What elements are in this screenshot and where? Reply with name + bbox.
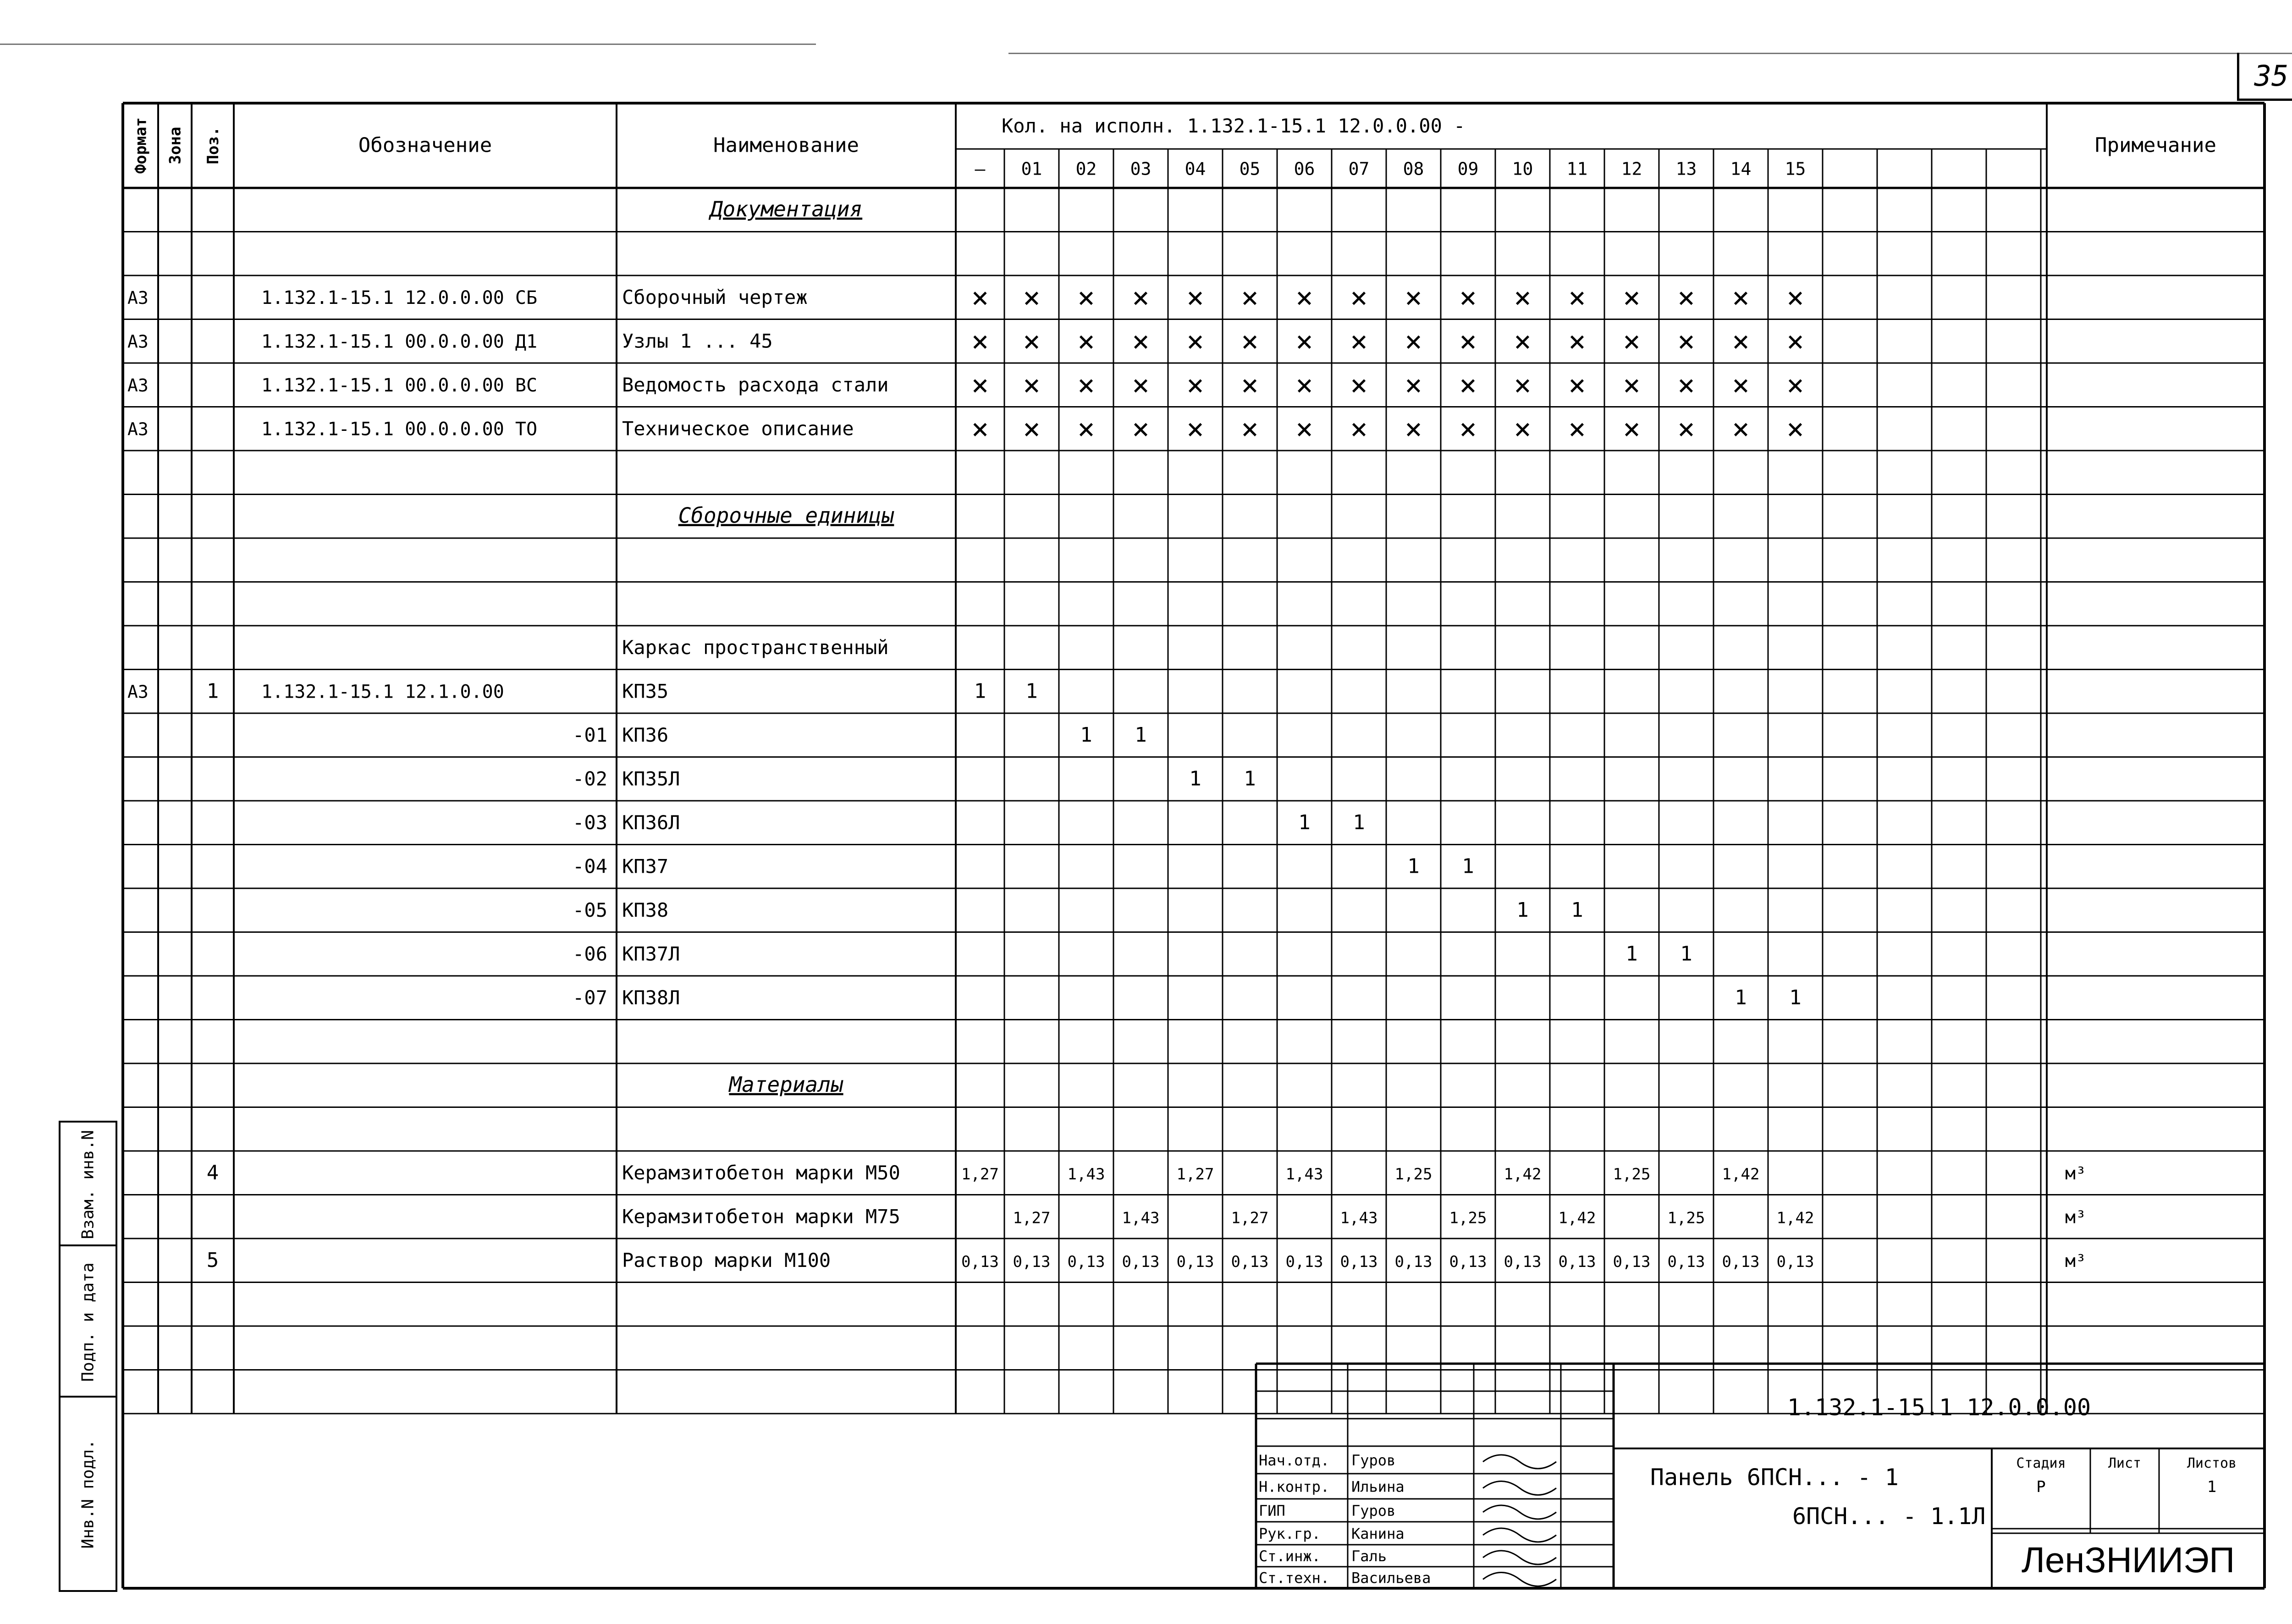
signer-name: Ильина [1351, 1478, 1405, 1496]
signer-role: ГИП [1259, 1502, 1285, 1519]
header-variant: 08 [1403, 159, 1424, 179]
qty-value: × [1786, 412, 1804, 446]
row-name: Узлы 1 ... 45 [622, 330, 773, 352]
row-designation: -01 [573, 723, 607, 746]
qty-value: 1 [974, 679, 986, 703]
qty-value: × [1405, 281, 1422, 315]
row-designation: -04 [573, 855, 607, 878]
qty-value: × [1241, 281, 1259, 315]
qty-value: × [1786, 368, 1804, 402]
signer-role: Рук.гр. [1259, 1525, 1321, 1542]
qty-value: × [1186, 281, 1204, 315]
qty-value: × [1295, 325, 1313, 359]
signer-role: Нач.отд. [1259, 1452, 1330, 1469]
header-format: Формат [132, 117, 150, 174]
qty-value: × [1732, 281, 1750, 315]
header-pos: Поз. [204, 127, 222, 165]
row-name: КП35 [622, 680, 669, 703]
qty-value: × [1677, 281, 1695, 315]
row-name: Керамзитобетон марки М50 [622, 1161, 900, 1184]
signer-name: Канина [1351, 1525, 1405, 1542]
qty-value: × [1568, 412, 1586, 446]
qty-value: 1,25 [1667, 1209, 1705, 1228]
row-designation: -03 [573, 811, 607, 834]
qty-value: × [1350, 325, 1368, 359]
header-name: Наименование [713, 133, 859, 157]
qty-value: 0,13 [1613, 1252, 1651, 1271]
qty-value: 1 [1025, 679, 1038, 703]
row-note: м³ [2065, 1207, 2086, 1228]
qty-value: 1,43 [1122, 1209, 1160, 1228]
qty-value: 0,13 [1285, 1252, 1323, 1271]
qty-value: 1,43 [1285, 1165, 1323, 1184]
qty-value: 1 [1407, 854, 1420, 878]
qty-value: 1,27 [1231, 1209, 1269, 1228]
qty-value: × [1077, 368, 1095, 402]
qty-value: × [1350, 412, 1368, 446]
header-note: Примечание [2095, 133, 2216, 157]
qty-value: 1 [1571, 898, 1583, 922]
qty-value: 0,13 [1122, 1252, 1160, 1271]
qty-value: 1 [1244, 767, 1256, 791]
qty-value: × [1023, 281, 1041, 315]
qty-value: 0,13 [1067, 1252, 1105, 1271]
row-name: Ведомость расхода стали [622, 373, 889, 396]
qty-value: × [1459, 325, 1477, 359]
qty-value: × [1459, 281, 1477, 315]
header-variant: 14 [1730, 159, 1752, 179]
qty-value: 1,25 [1613, 1165, 1651, 1184]
qty-value: × [1023, 325, 1041, 359]
qty-value: × [1023, 412, 1041, 446]
row-pos: 4 [206, 1161, 219, 1184]
qty-value: × [1786, 325, 1804, 359]
header-variant: 07 [1348, 159, 1370, 179]
sheets-label: Листов [2187, 1455, 2237, 1471]
qty-value: 0,13 [1340, 1252, 1378, 1271]
qty-value: 0,13 [1394, 1252, 1432, 1271]
section-title: Документация [710, 196, 863, 221]
signer-name: Гуров [1351, 1502, 1396, 1519]
signer-role: Ст.инж. [1259, 1547, 1321, 1565]
title-line-1: Панель 6ПСН... - 1 [1650, 1464, 1899, 1491]
qty-value: 1 [1789, 985, 1802, 1009]
qty-value: 0,13 [1013, 1252, 1051, 1271]
qty-value: 1,42 [1504, 1165, 1542, 1184]
qty-value: × [1295, 412, 1313, 446]
signature-mark [1483, 1573, 1556, 1586]
qty-value: × [1241, 412, 1259, 446]
header-variant: 13 [1675, 159, 1697, 179]
row-format: А3 [127, 375, 149, 396]
qty-value: 1 [1080, 723, 1092, 747]
qty-value: × [1623, 325, 1641, 359]
signer-name: Галь [1351, 1547, 1387, 1565]
signature-mark [1483, 1455, 1556, 1469]
signer-role: Ст.техн. [1259, 1569, 1330, 1587]
row-designation: -07 [573, 986, 607, 1009]
qty-value: 0,13 [1558, 1252, 1596, 1271]
row-name: Сборочный чертеж [622, 286, 808, 308]
qty-value: × [1077, 325, 1095, 359]
sheet-label: Лист [2108, 1455, 2142, 1471]
row-name: КП36Л [622, 811, 680, 834]
qty-value: 1 [1625, 942, 1638, 966]
qty-value: 1 [1353, 810, 1365, 834]
qty-value: 0,13 [1449, 1252, 1487, 1271]
qty-value: 1 [1462, 854, 1474, 878]
section-title: Материалы [729, 1072, 843, 1097]
header-designation: Обозначение [358, 133, 492, 157]
qty-value: 1 [1680, 942, 1692, 966]
stage-label: Стадия [2016, 1455, 2066, 1471]
row-name: КП37 [622, 855, 669, 878]
qty-value: × [1623, 412, 1641, 446]
header-qty-title: Кол. на исполн. 1.132.1-15.1 12.0.0.00 - [1002, 115, 1466, 137]
qty-value: 0,13 [1176, 1252, 1214, 1271]
row-designation: -05 [573, 898, 607, 921]
section-title: Сборочные единицы [678, 503, 894, 528]
header-variant: 05 [1239, 159, 1261, 179]
qty-value: 1 [1135, 723, 1147, 747]
header-variant: 02 [1075, 159, 1097, 179]
qty-value: × [971, 412, 989, 446]
header-variant: 11 [1566, 159, 1588, 179]
header-variant: 01 [1021, 159, 1042, 179]
row-designation: 1.132.1-15.1 00.0.0.00 ВС [261, 374, 538, 396]
qty-value: × [1514, 325, 1532, 359]
qty-value: × [1568, 325, 1586, 359]
signature-mark [1483, 1528, 1556, 1542]
qty-value: × [1132, 412, 1150, 446]
qty-value: 1,42 [1558, 1209, 1596, 1228]
qty-value: 1 [1516, 898, 1529, 922]
row-pos: 5 [206, 1248, 219, 1272]
header-variant: 06 [1294, 159, 1315, 179]
qty-value: 0,13 [1231, 1252, 1269, 1271]
signer-name: Васильева [1351, 1569, 1431, 1587]
signature-mark [1483, 1551, 1556, 1564]
qty-value: 0,13 [1504, 1252, 1542, 1271]
qty-value: × [1568, 281, 1586, 315]
qty-value: 1,27 [1176, 1165, 1214, 1184]
stamp-podp: Подп. и дата [59, 1244, 117, 1398]
qty-value: × [1186, 325, 1204, 359]
row-format: А3 [127, 682, 149, 702]
qty-value: 1,42 [1776, 1209, 1814, 1228]
qty-value: 0,13 [961, 1252, 999, 1271]
qty-value: × [1186, 368, 1204, 402]
qty-value: × [1677, 368, 1695, 402]
qty-value: × [1241, 368, 1259, 402]
qty-value: × [1732, 368, 1750, 402]
header-variant: 10 [1512, 159, 1533, 179]
row-note: м³ [2065, 1250, 2086, 1271]
qty-value: × [1677, 412, 1695, 446]
row-name: КП35Л [622, 767, 680, 790]
qty-value: × [1514, 281, 1532, 315]
row-name: Каркас пространственный [622, 636, 889, 659]
header-zone: Зона [166, 127, 185, 165]
row-designation: 1.132.1-15.1 12.1.0.00 [261, 681, 504, 703]
qty-value: 1,42 [1722, 1165, 1760, 1184]
qty-value: × [971, 325, 989, 359]
row-format: А3 [127, 287, 149, 308]
qty-value: × [1132, 325, 1150, 359]
page-number: 35 [2237, 53, 2292, 101]
qty-value: 0,13 [1722, 1252, 1760, 1271]
qty-value: 1 [1298, 810, 1311, 834]
qty-value: 1 [1189, 767, 1201, 791]
qty-value: 0,13 [1667, 1252, 1705, 1271]
row-pos: 1 [206, 679, 219, 703]
qty-value: × [1732, 412, 1750, 446]
qty-value: × [1350, 281, 1368, 315]
header-variant: 03 [1130, 159, 1152, 179]
row-designation: 1.132.1-15.1 12.0.0.00 СБ [261, 287, 538, 308]
stamp-vzam: Взам. инв.N [59, 1121, 117, 1246]
qty-value: × [1786, 281, 1804, 315]
qty-value: × [1405, 368, 1422, 402]
header-variant: 09 [1457, 159, 1479, 179]
row-name: Раствор марки М100 [622, 1249, 831, 1272]
signer-name: Гуров [1351, 1452, 1396, 1469]
qty-value: × [1405, 412, 1422, 446]
qty-value: × [1459, 368, 1477, 402]
qty-value: 1,25 [1449, 1209, 1487, 1228]
row-name: КП38Л [622, 986, 680, 1009]
row-name: Керамзитобетон марки М75 [622, 1205, 900, 1228]
row-designation: 1.132.1-15.1 00.0.0.00 ТО [261, 418, 538, 440]
row-format: А3 [127, 331, 149, 352]
header-variant: 04 [1185, 159, 1206, 179]
row-designation: 1.132.1-15.1 00.0.0.00 Д1 [261, 331, 538, 352]
qty-value: 1,25 [1394, 1165, 1432, 1184]
qty-value: 1,27 [961, 1165, 999, 1184]
sheets-value: 1 [2207, 1478, 2217, 1496]
qty-value: × [971, 368, 989, 402]
row-name: КП38 [622, 898, 669, 921]
qty-value: × [1677, 325, 1695, 359]
row-name: КП36 [622, 723, 669, 746]
qty-value: × [1568, 368, 1586, 402]
qty-value: × [1732, 325, 1750, 359]
qty-value: × [1186, 412, 1204, 446]
row-designation: -06 [573, 942, 607, 965]
header-variant: 15 [1785, 159, 1806, 179]
signature-mark [1483, 1481, 1556, 1495]
qty-value: 1,43 [1067, 1165, 1105, 1184]
stamp-inv: Инв.N подл. [59, 1396, 117, 1592]
qty-value: × [1514, 368, 1532, 402]
document-code: 1.132.1-15.1 12.0.0.00 [1787, 1394, 2091, 1421]
header-variant: 12 [1621, 159, 1642, 179]
qty-value: × [1459, 412, 1477, 446]
qty-value: × [1295, 281, 1313, 315]
row-name: КП37Л [622, 942, 680, 965]
qty-value: × [1514, 412, 1532, 446]
row-name: Техническое описание [622, 417, 854, 440]
qty-value: × [971, 281, 989, 315]
qty-value: 0,13 [1776, 1252, 1814, 1271]
qty-value: 1,43 [1340, 1209, 1378, 1228]
qty-value: × [1241, 325, 1259, 359]
qty-value: 1 [1735, 985, 1747, 1009]
qty-value: × [1405, 325, 1422, 359]
qty-value: × [1350, 368, 1368, 402]
qty-value: × [1132, 281, 1150, 315]
organization: ЛенЗНИИЭП [2021, 1540, 2235, 1580]
title-line-2: 6ПСН... - 1.1Л [1792, 1503, 1986, 1530]
row-format: А3 [127, 419, 149, 440]
qty-value: × [1023, 368, 1041, 402]
qty-value: × [1077, 281, 1095, 315]
qty-value: × [1077, 412, 1095, 446]
stage-value: Р [2036, 1478, 2046, 1496]
qty-value: × [1295, 368, 1313, 402]
qty-value: × [1623, 281, 1641, 315]
row-note: м³ [2065, 1163, 2086, 1184]
header-variant: — [975, 159, 986, 179]
qty-value: × [1623, 368, 1641, 402]
qty-value: 1,27 [1013, 1209, 1051, 1228]
qty-value: × [1132, 368, 1150, 402]
row-designation: -02 [573, 767, 607, 790]
signature-mark [1483, 1505, 1556, 1519]
signer-role: Н.контр. [1259, 1478, 1330, 1496]
